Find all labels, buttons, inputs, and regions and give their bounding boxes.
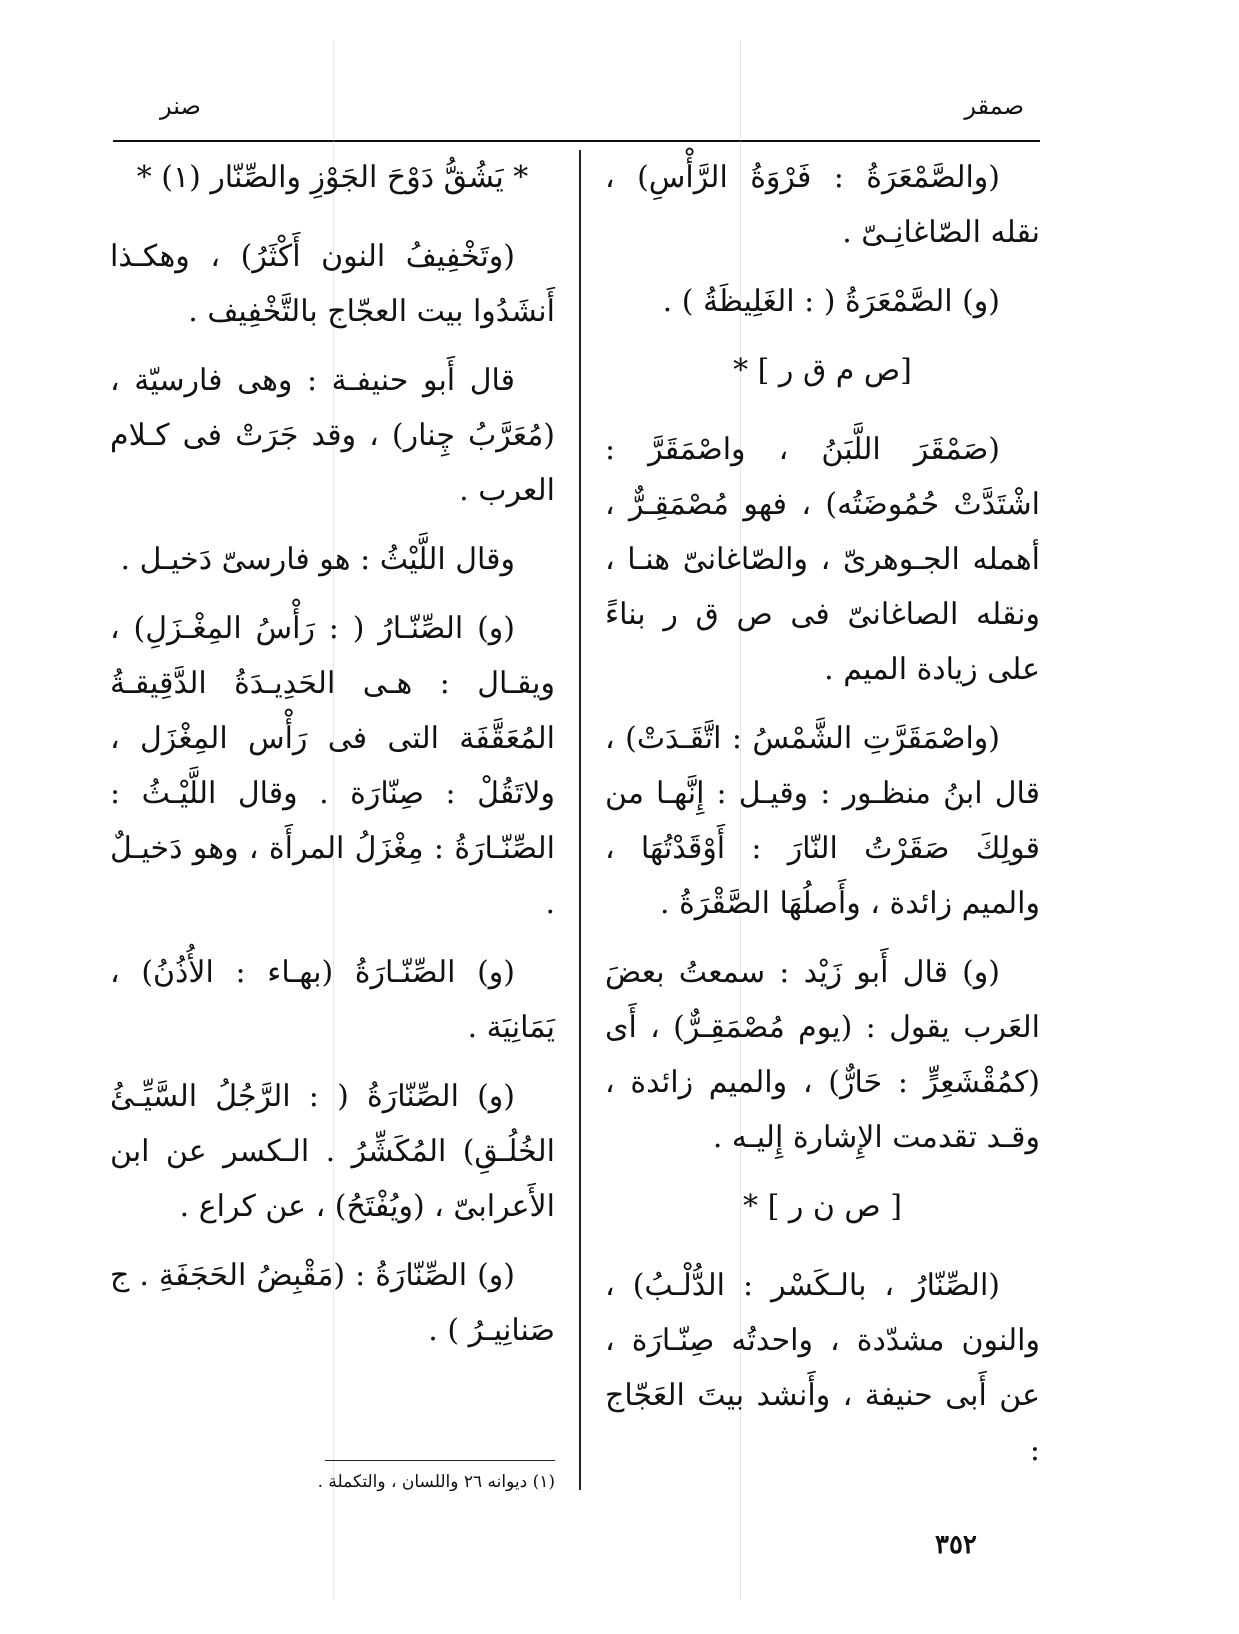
footnote-rule xyxy=(325,1460,555,1461)
entry-paragraph: (و) الصِّنّـارَةُ (بهـاء : الأُذُنُ) ، يَمَانِيَة . xyxy=(110,955,555,1045)
entry-paragraph: (واصْمَقَرَّتِ الشَّمْسُ : اتَّقَـدَتْ) ، قال ابنُ منظـور : وقيـل : إِنَّهـا من قولِكَ صَقَرْتُ النّارَ : أَوْقَدْتُهَا ، والميم زائدة ، وأَصلُهَا الصَّقْرَةُ . xyxy=(605,721,1040,921)
column-divider xyxy=(579,150,581,1490)
entry-paragraph: وقال اللَّيْثُ : هو فارسىّ دَخيـل . xyxy=(120,542,515,577)
footnote: (١) ديوانه ٢٦ واللسان ، والتكملة . xyxy=(317,1472,555,1492)
left-column xyxy=(110,150,555,1372)
entry-paragraph: (و) الصِّنّارَةُ ( : الرَّجُلُ السَّيِّـئُ الخُلُـقِ) المُكَشِّرُ . الـكسر عن ابن الأَعرابىّ ، (ويُفْتَحُ) ، عن كراع . xyxy=(110,1079,555,1224)
header-rule xyxy=(113,140,1040,142)
page-number: ٣٥٢ xyxy=(935,1530,977,1560)
entry-paragraph: (صَمْقَرَ اللَّبَنُ ، واصْمَقَرَّ : اشْتَدَّتْ حُمُوضَتُه) ، فهو مُصْمَقِـرٌّ ، أهمله الجـوهرىّ ، والصّاغانىّ هنـا ، ونقله الصاغانىّ فى ص ق ر بناءً على زيادة الميم . xyxy=(605,432,1040,687)
verse-line: * يَشُقُّ دَوْحَ الجَوْزِ والصِّنّار (١) * xyxy=(136,160,529,195)
entry-paragraph: (و) الصَّمْعَرَةُ ( : الغَلِيظَةُ ) . xyxy=(662,284,1000,319)
entry-paragraph: (وتَخْفِيفُ النون أَكْثَرُ) ، وهكـذا أَنشَدُوا بيت العجّاج بالتَّخْفِيف . xyxy=(110,239,555,329)
header-left-word: صنر xyxy=(160,92,201,120)
entry-paragraph: (و) الصِّنّارَةُ : (مَقْبِضُ الحَجَفَةِ . ج صَنانِيـرُ ) . xyxy=(110,1258,555,1348)
entry-paragraph: (الصِّنّارُ ، بالـكَسْر : الدُّلْـبُ) ، والنون مشدّدة ، واحدتُه صِنّـارَة ، عن أَبى حنيفة ، وأَنشد بيتَ العَجّاج : xyxy=(605,1268,1040,1468)
right-column xyxy=(605,150,1040,1492)
root-heading: [ص م ق ر ] * xyxy=(733,353,912,388)
root-heading: [ ص ن ر ] * xyxy=(743,1189,902,1224)
entry-paragraph: (و) قال أَبو زَيْد : سمعتُ بعضَ العَرب يقول : (يوم مُصْمَقِـرٌّ) ، أَى (كمُقْشَعِرٍّ : حَارٌّ) ، والميم زائدة ، وقـد تقدمت الإِشارة إِليـه . xyxy=(605,955,1040,1155)
entry-paragraph: قال أَبو حنيفـة : وهى فارسيّة ، (مُعَرَّبُ چِنار) ، وقد جَرَتْ فى كـلام العرب . xyxy=(110,363,555,508)
entry-paragraph: (والصَّمْعَرَةُ : فَرْوَةُ الرَّأْسِ) ، نقله الصّاغانِـىّ . xyxy=(605,160,1040,250)
entry-paragraph: (و) الصِّنّـارُ ( : رَأْسُ المِغْـزَلِ) ، ويقـال : هـى الحَدِيـدَةُ الدَّقِيقـةُ المُعَقَّفَة التى فى رَأْس المِغْزَل ، ولاتَقُلْ : صِنّارَة . وقال اللَّيْـثُ : الصِّنّـارَةُ : مِغْزَلُ المرأَة ، وهو دَخيـلٌ . xyxy=(110,611,555,921)
header-right-word: صمقر xyxy=(964,92,1024,120)
